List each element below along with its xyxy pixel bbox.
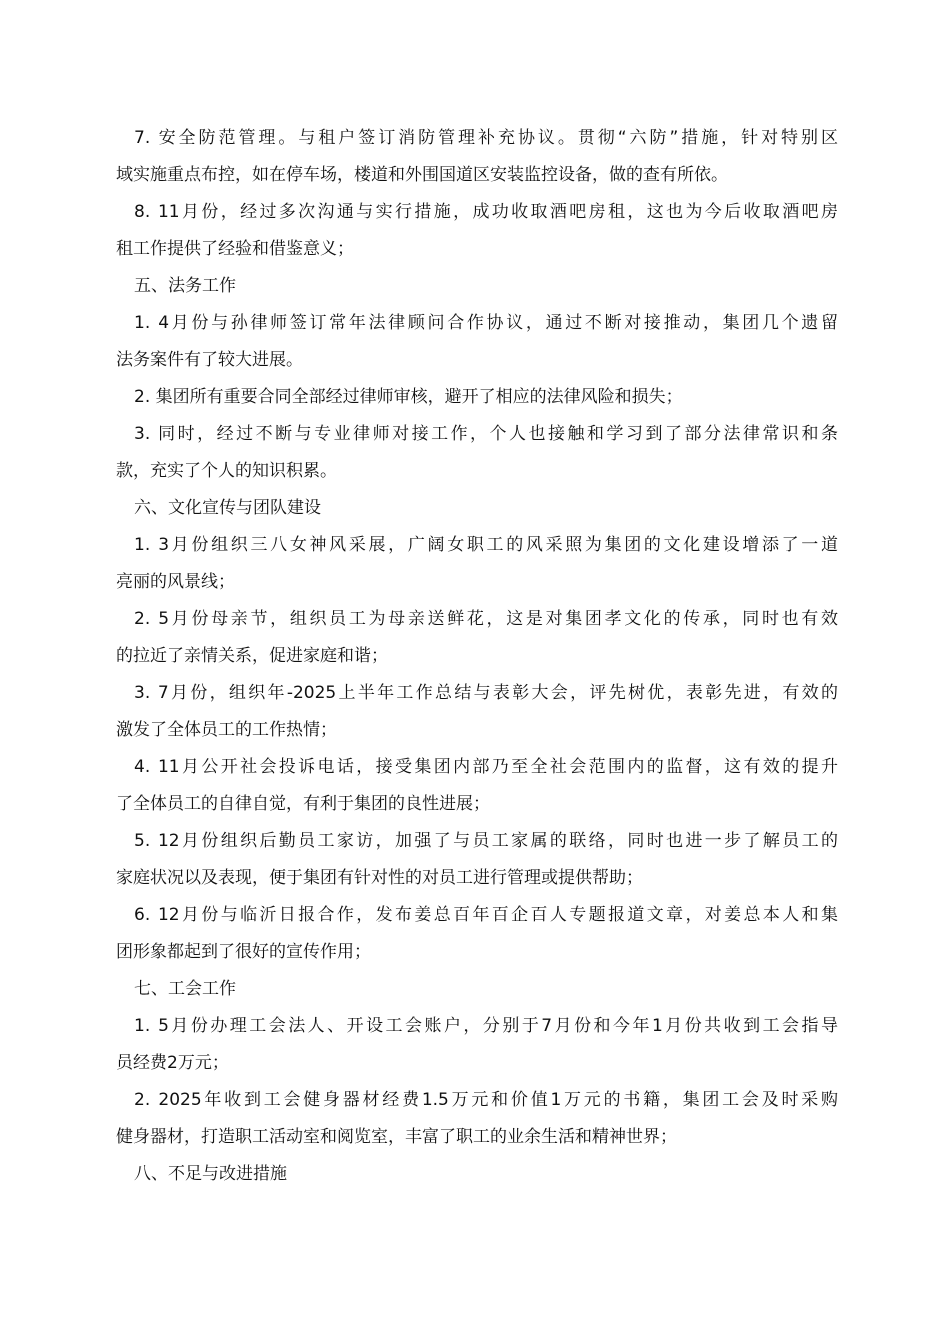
- section-heading: 七、工会工作: [134, 979, 236, 999]
- paragraph-line: 2. 5月份母亲节，组织员工为母亲送鲜花，这是对集团孝文化的传承，同时也有效: [134, 609, 838, 629]
- paragraph-line: 家庭状况以及表现，便于集团有针对性的对员工进行管理或提供帮助；: [116, 868, 643, 888]
- paragraph-line: 1. 5月份办理工会法人、开设工会账户，分别于7月份和今年1月份共收到工会指导: [134, 1016, 838, 1036]
- paragraph-line: 员经费2万元；: [116, 1053, 229, 1073]
- paragraph-line: 的拉近了亲情关系，促进家庭和谐；: [116, 646, 388, 666]
- paragraph-line: 7. 安全防范管理。与租户签订消防管理补充协议。贯彻“六防”措施，针对特别区: [134, 128, 838, 148]
- paragraph-line: 健身器材，打造职工活动室和阅览室，丰富了职工的业余生活和精神世界；: [116, 1127, 677, 1147]
- paragraph-line: 亮丽的风景线；: [116, 572, 235, 592]
- paragraph-line: 款，充实了个人的知识积累。: [116, 461, 337, 481]
- paragraph-line: 8. 11月份，经过多次沟通与实行措施，成功收取酒吧房租，这也为今后收取酒吧房: [134, 202, 838, 222]
- paragraph-line: 2. 集团所有重要合同全部经过律师审核，避开了相应的法律风险和损失；: [134, 387, 683, 407]
- section-heading: 八、不足与改进措施: [134, 1164, 287, 1184]
- paragraph-line: 4. 11月公开社会投诉电话，接受集团内部乃至全社会范围内的监督，这有效的提升: [134, 757, 838, 777]
- paragraph-line: 租工作提供了经验和借鉴意义；: [116, 239, 354, 259]
- paragraph-line: 了全体员工的自律自觉，有利于集团的良性进展；: [116, 794, 490, 814]
- section-heading: 五、法务工作: [134, 276, 236, 296]
- paragraph-line: 5. 12月份组织后勤员工家访，加强了与员工家属的联络，同时也进一步了解员工的: [134, 831, 838, 851]
- paragraph-line: 域实施重点布控，如在停车场，楼道和外围国道区安装监控设备，做的查有所依。: [116, 165, 728, 185]
- paragraph-line: 1. 3月份组织三八女神风采展，广阔女职工的风采照为集团的文化建设增添了一道: [134, 535, 838, 555]
- paragraph-line: 法务案件有了较大进展。: [116, 350, 303, 370]
- paragraph-line: 3. 7月份，组织年-2025上半年工作总结与表彰大会，评先树优，表彰先进，有效的: [134, 683, 838, 703]
- section-heading: 六、文化宣传与团队建设: [134, 498, 321, 518]
- paragraph-line: 6. 12月份与临沂日报合作，发布姜总百年百企百人专题报道文章，对姜总本人和集: [134, 905, 838, 925]
- paragraph-line: 2. 2025年收到工会健身器材经费1.5万元和价值1万元的书籍，集团工会及时采购: [134, 1090, 838, 1110]
- paragraph-line: 1. 4月份与孙律师签订常年法律顾问合作协议，通过不断对接推动，集团几个遗留: [134, 313, 838, 333]
- paragraph-line: 激发了全体员工的工作热情；: [116, 720, 337, 740]
- document-page: [116, 120, 838, 1193]
- paragraph-line: 3. 同时，经过不断与专业律师对接工作，个人也接触和学习到了部分法律常识和条: [134, 424, 838, 444]
- paragraph-line: 团形象都起到了很好的宣传作用；: [116, 942, 371, 962]
